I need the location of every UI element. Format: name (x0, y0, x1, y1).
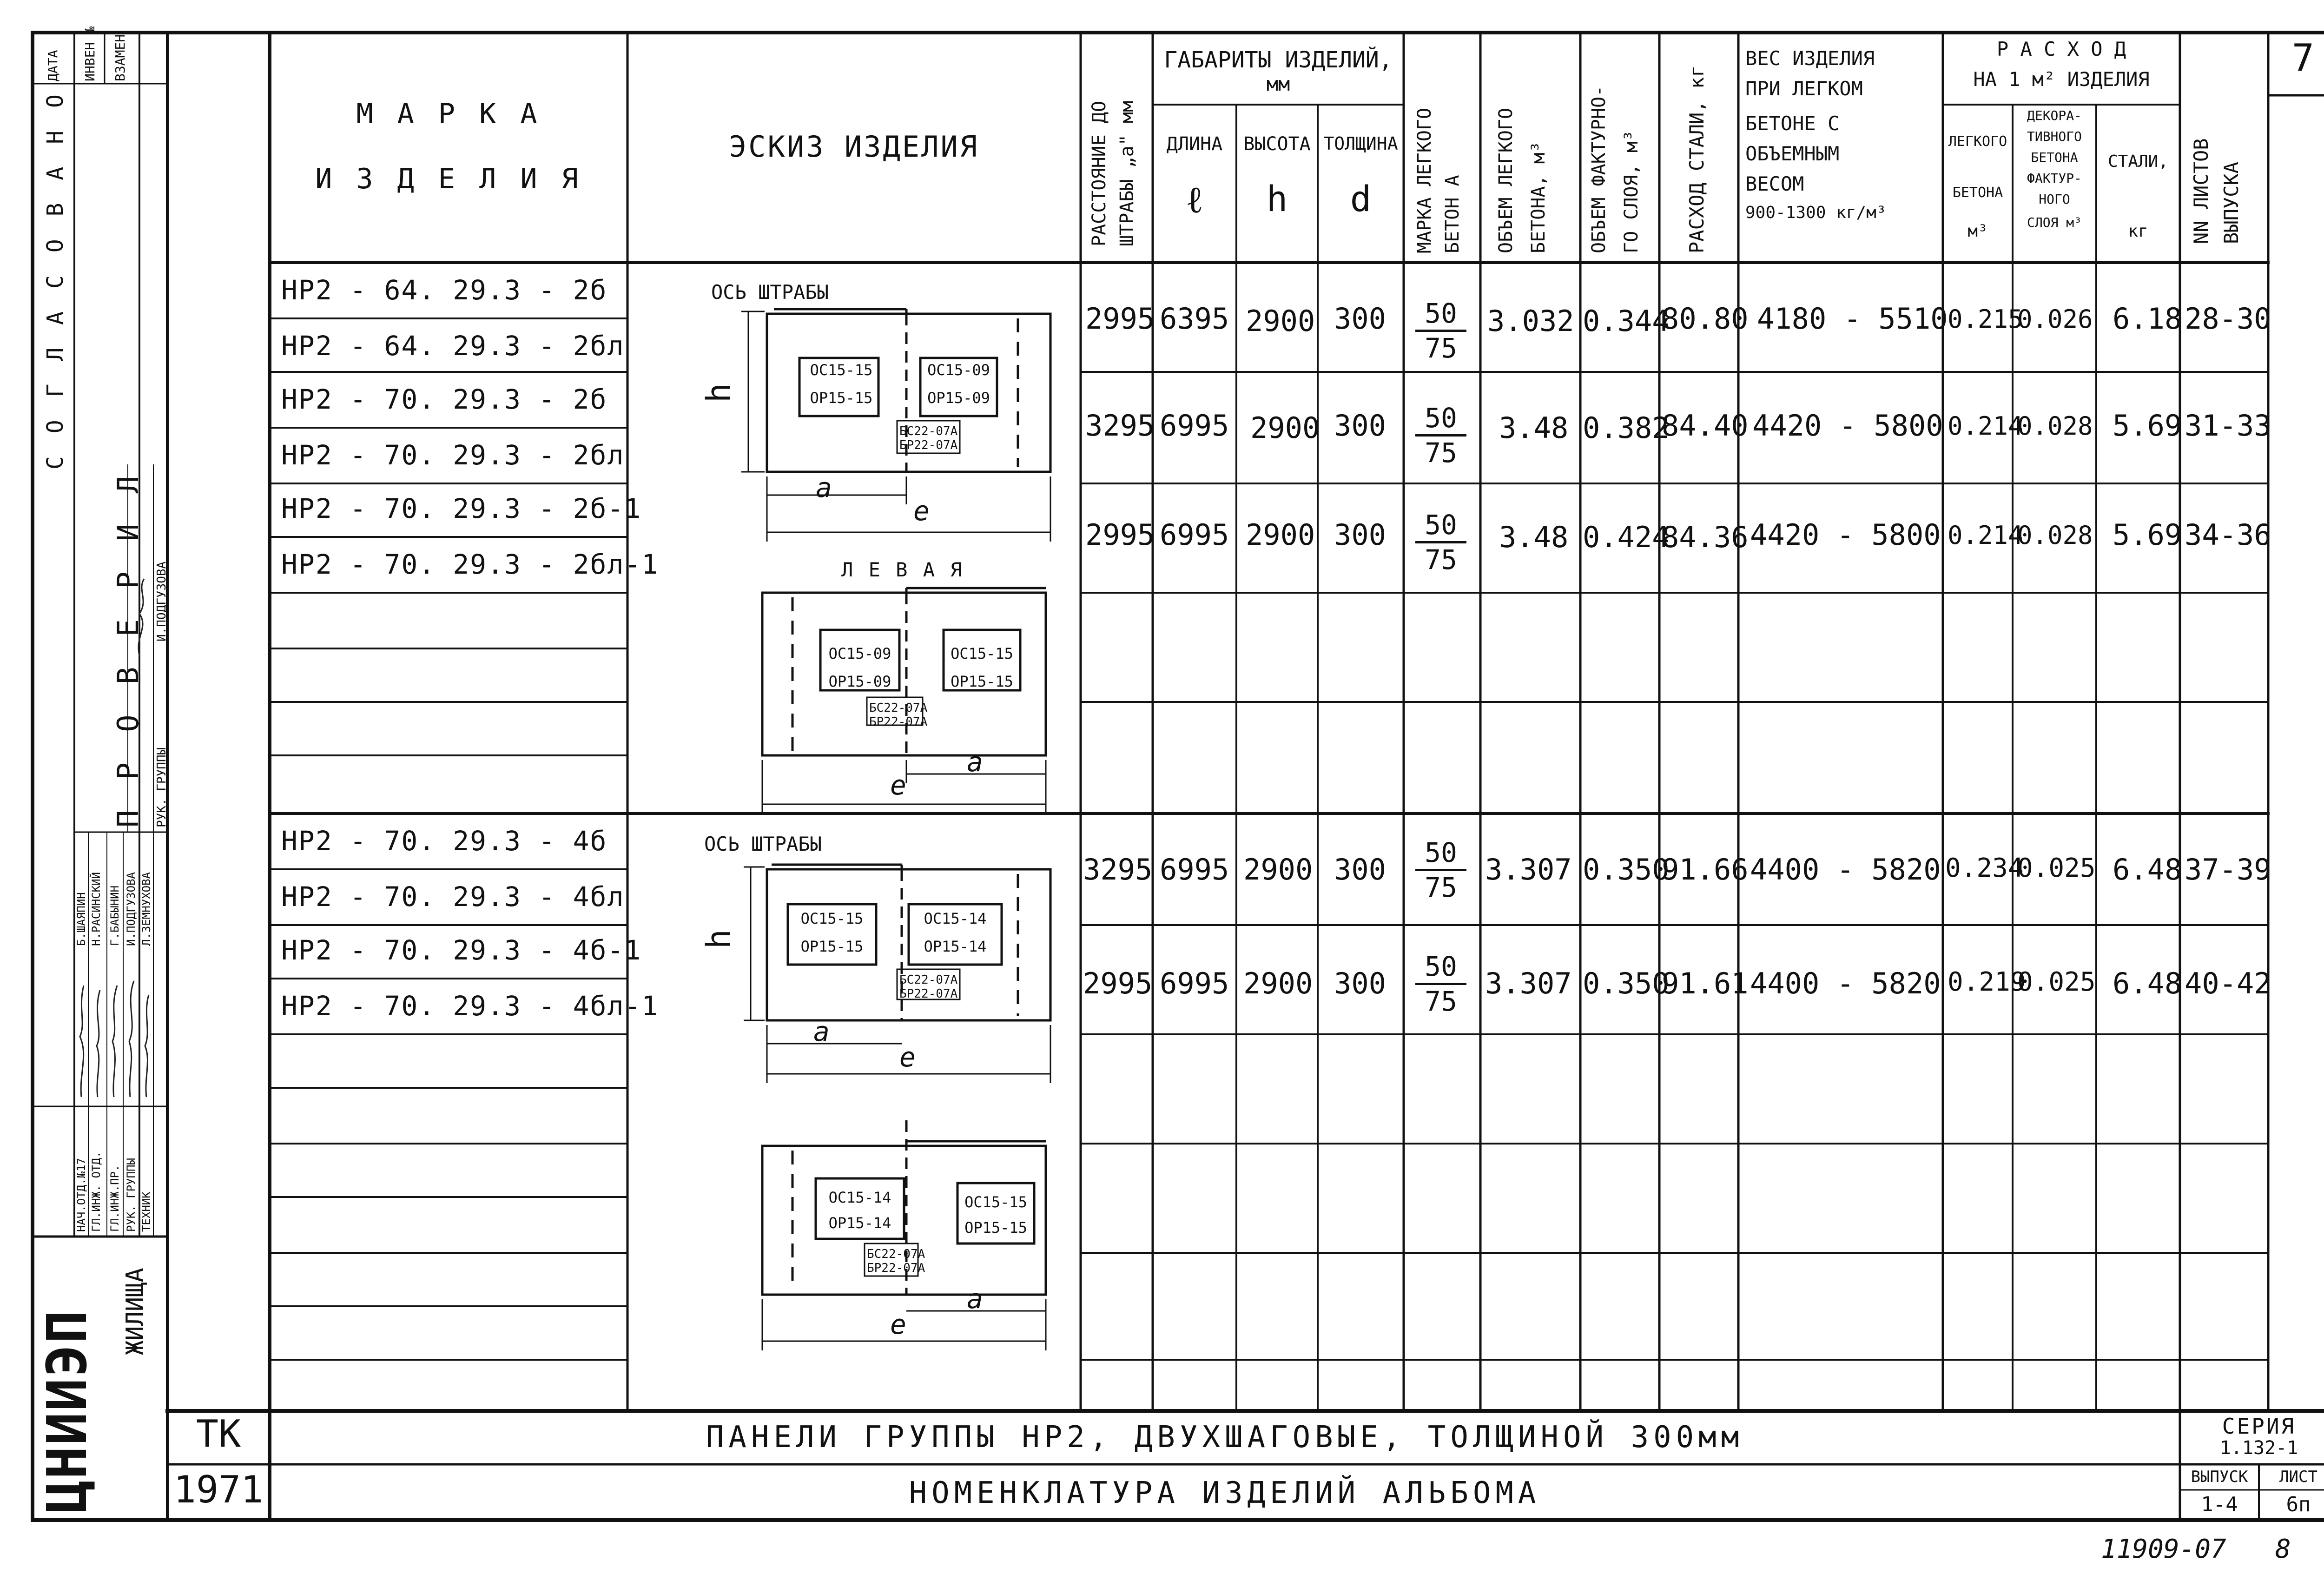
cell-steel: 80.80 (1662, 302, 1749, 336)
header-marka-line1: М А Р К А (356, 98, 541, 130)
header-marka-betona-line1: МАРКА ЛЕГКОГО (1414, 107, 1435, 253)
cell-a: 2995 (1085, 302, 1155, 336)
cell-rate-steel: 6.48 (2113, 966, 2182, 1000)
header-gabarity-line1: ГАБАРИТЫ ИЗДЕЛИЙ, (1164, 47, 1393, 73)
mark-item: НР2 - 70. 29.3 - 2бл-1 (281, 549, 659, 580)
signatures (74, 967, 153, 1106)
cell-length: 6995 (1160, 853, 1229, 886)
title-tk: ТК (196, 1412, 241, 1455)
cell-concrete-grade (1415, 300, 1466, 362)
cell-length: 6995 (1160, 409, 1229, 443)
sketch1-right-or: ОР15-09 (927, 389, 990, 407)
cell-length: 6395 (1160, 302, 1229, 336)
side-prov-name: И.ПОДГУЗОВА (155, 561, 169, 642)
header-rasst-line1: РАССТОЯНИЕ ДО (1089, 100, 1110, 246)
sketch4-right-os: ОС15-15 (964, 1193, 1027, 1211)
cell-height: 2900 (1250, 411, 1320, 445)
side-soglasovano: С О Г Л А С О В А Н О (42, 90, 68, 470)
cell-thickness: 300 (1334, 518, 1386, 552)
cell-rate-steel: 5.69 (2113, 518, 2182, 552)
side-name-1: Б.ШАЯПИН (75, 892, 88, 946)
cell-sheets: 34-36 (2185, 518, 2271, 552)
cell-a: 3295 (1083, 853, 1153, 886)
cell-sheets: 40-42 (2185, 966, 2271, 1000)
mark-item: НР2 - 64. 29.3 - 2б (281, 274, 607, 306)
header-legkogo-line2: БЕТОНА (1952, 185, 2003, 201)
cell-weight: 4180 - 5510 (1757, 302, 1948, 336)
cell-rate-light: 0.219 (1948, 967, 2026, 997)
footer-page: 8 (2275, 1534, 2291, 1564)
title-list: 6п (2286, 1493, 2311, 1516)
side-top-inven: ИНВЕН № (82, 26, 98, 81)
sketch3-right-os: ОС15-14 (924, 910, 987, 927)
cell-rate-light: 0.214 (1948, 411, 2023, 441)
mark-item: НР2 - 70. 29.3 - 2б-1 (281, 493, 642, 524)
cell-weight: 4400 - 5820 (1750, 853, 1941, 886)
header-obem-legkogo-line2: БЕТОНА, м³ (1528, 141, 1549, 253)
cell-volume-facing: 0.350 (1583, 966, 1670, 1000)
sketch1-br: БР22-07А (899, 438, 958, 452)
side-role-4: РУК. ГРУППЫ (125, 1158, 138, 1232)
header-ves-line5: ВЕСОМ (1745, 172, 1804, 195)
title-line2: НОМЕНКЛАТУРА ИЗДЕЛИЙ АЛЬБОМА (909, 1476, 1541, 1510)
sketch4-right-or: ОР15-15 (964, 1219, 1027, 1237)
panel-sketches (627, 263, 1081, 1411)
cell-volume-facing: 0.350 (1583, 853, 1670, 886)
mark-item: НР2 - 70. 29.3 - 4б-1 (281, 934, 642, 966)
sketch2-left-os: ОС15-09 (828, 645, 891, 662)
header-rashod-stali: РАСХОД СТАЛИ, кг (1685, 65, 1708, 253)
sketch2-a: a (967, 746, 983, 778)
sketch3-left-or: ОР15-15 (800, 938, 864, 955)
side-provereno: П Р О В Е Р И Л (111, 470, 145, 827)
sketch4-bs: БС22-07А (867, 1247, 925, 1261)
mark-item: НР2 - 70. 29.3 - 2бл (281, 439, 625, 471)
header-eskiz: ЭСКИЗ ИЗДЕЛИЯ (729, 130, 979, 164)
cell-thickness: 300 (1334, 302, 1386, 336)
header-ves-line2: ПРИ ЛЕГКОМ (1745, 77, 1863, 100)
title-vypusk-label: ВЫПУСК (2191, 1468, 2248, 1486)
header-legkogo-line1: ЛЕГКОГО (1948, 133, 2007, 150)
header-ves-line4: ОБЪЕМНЫМ (1745, 142, 1840, 165)
grade-top: 50 (1425, 509, 1457, 541)
sketch3-os-shtraby: ОСЬ ШТРАБЫ (704, 833, 822, 855)
side-role-1: НАЧ.ОТД.№17 (75, 1158, 88, 1232)
side-role-2: ГЛ.ИНЖ. ОТД. (90, 1151, 103, 1232)
header-ves-line1: ВЕС ИЗДЕЛИЯ (1745, 47, 1875, 70)
cell-weight: 4420 - 5800 (1750, 518, 1941, 552)
cell-volume-facing: 0.382 (1583, 411, 1670, 445)
grade-top: 50 (1425, 402, 1457, 434)
cell-volume-light: 3.48 (1499, 520, 1569, 554)
header-rashod-line1: Р А С Х О Д (1996, 38, 2126, 60)
cell-volume-light: 3.307 (1485, 853, 1572, 886)
sketch1-bs: БС22-07А (899, 424, 958, 438)
grade-top: 50 (1425, 298, 1457, 329)
footer-code: 11909-07 (2101, 1534, 2226, 1564)
sketch2-right-or: ОР15-15 (951, 673, 1013, 690)
header-vysota: ВЫСОТА (1243, 133, 1311, 155)
cell-steel: 84.36 (1662, 520, 1749, 554)
side-prov-role: РУК. ГРУППЫ (155, 747, 169, 827)
sketch3-right-or: ОР15-14 (924, 938, 987, 955)
cell-rate-light: 0.234 (1945, 853, 2024, 883)
cell-rate-decor: 0.025 (2017, 853, 2096, 883)
cell-volume-light: 3.032 (1487, 304, 1574, 338)
side-name-5: Л.ЗЕМНУХОВА (140, 872, 153, 946)
header-obem-fakt-line2: ГО СЛОЯ, м³ (1621, 130, 1642, 253)
cell-rate-decor: 0.028 (2017, 521, 2093, 550)
sketch2-left-or: ОР15-09 (828, 673, 891, 690)
cell-height: 2900 (1243, 966, 1313, 1000)
sketch3-a: a (813, 1016, 830, 1047)
side-name-4: И.ПОДГУЗОВА (125, 872, 138, 946)
sketch2-bs: БС22-07А (869, 701, 928, 715)
cell-rate-steel: 6.18 (2113, 302, 2182, 336)
grade-bottom: 75 (1425, 986, 1457, 1017)
header-obem-fakt-line1: ОБЪЕМ ФАКТУРНО- (1588, 85, 1610, 253)
sketch1-a: a (816, 472, 832, 503)
cell-concrete-grade (1415, 953, 1466, 1015)
cell-thickness: 300 (1334, 409, 1386, 443)
sketch3-br: БР22-07А (899, 987, 958, 1001)
cell-height: 2900 (1243, 853, 1313, 886)
cell-rate-light: 0.214 (1948, 521, 2023, 550)
header-tolshchina-symbol: d (1350, 178, 1372, 219)
grade-bottom: 75 (1425, 437, 1457, 469)
cell-rate-light: 0.215 (1948, 304, 2023, 334)
title-seria: 1.132-1 (2219, 1437, 2298, 1459)
header-dekor-line6: СЛОЯ м³ (2027, 215, 2082, 230)
sketch4-a: a (967, 1283, 983, 1315)
grade-bottom: 75 (1425, 544, 1457, 576)
header-dlina: ДЛИНА (1166, 133, 1223, 155)
header-dekor-line5: НОГО (2039, 192, 2070, 207)
sketch1-left-or: ОР15-15 (810, 389, 873, 407)
cell-volume-light: 3.307 (1485, 966, 1572, 1000)
cell-thickness: 300 (1334, 966, 1386, 1000)
header-marka-line2: И З Д Е Л И Я (315, 163, 582, 195)
sketch1-left-os: ОС15-15 (810, 361, 873, 379)
cell-thickness: 300 (1334, 853, 1386, 886)
side-top-vzamen: ВЗАМЕН (112, 34, 128, 81)
header-obem-legkogo-line1: ОБЪЕМ ЛЕГКОГО (1495, 107, 1517, 253)
cell-length: 6995 (1160, 518, 1229, 552)
cell-rate-decor: 0.025 (2017, 967, 2096, 997)
grade-top: 50 (1425, 951, 1457, 982)
cell-weight: 4400 - 5820 (1750, 966, 1941, 1000)
cell-volume-facing: 0.344 (1583, 304, 1670, 338)
cell-a: 3295 (1085, 409, 1155, 443)
cell-sheets: 37-39 (2185, 853, 2271, 886)
side-role-3: ГЛ.ИНЖ.ПР. (108, 1164, 121, 1232)
org-logo-main: ЦНИИЭП (35, 1309, 99, 1513)
title-line1: ПАНЕЛИ ГРУППЫ НР2, ДВУХШАГОВЫЕ, ТОЛЩИНОЙ 300мм (706, 1420, 1744, 1455)
header-stali-line2: кг (2128, 222, 2148, 241)
header-rasst-line2: ШТРАБЫ „а" мм (1116, 100, 1138, 246)
sketch2-levaya: Л Е В А Я (841, 558, 964, 581)
cell-a: 2995 (1085, 518, 1155, 552)
title-list-label: ЛИСТ (2279, 1468, 2317, 1486)
cell-height: 2900 (1246, 304, 1315, 338)
sketch4-br: БР22-07А (867, 1261, 925, 1275)
cell-rate-steel: 5.69 (2113, 409, 2182, 443)
header-gabarity-line2: мм (1266, 73, 1290, 95)
grade-bottom: 75 (1425, 332, 1457, 364)
sketch3-h: h (700, 929, 738, 949)
side-name-3: Г.БАБЫНИН (108, 885, 121, 946)
header-listy-line2: ВЫПУСКА (2220, 161, 2243, 244)
sketch-panel-1 (741, 309, 1050, 542)
sketch4-e: e (890, 1309, 906, 1340)
header-dekor-line4: ФАКТУР- (2027, 171, 2082, 186)
header-vysota-symbol: h (1266, 178, 1288, 219)
sketch1-os-shtraby: ОСЬ ШТРАБЫ (711, 281, 829, 304)
cell-sheets: 31-33 (2185, 409, 2271, 443)
mark-item: НР2 - 70. 29.3 - 2б (281, 384, 607, 415)
cell-rate-decor: 0.028 (2017, 411, 2093, 441)
cell-steel: 84.40 (1662, 409, 1749, 443)
header-dlina-symbol: ℓ (1185, 178, 1204, 221)
header-stali-line1: СТАЛИ, (2107, 152, 2169, 171)
title-seria-label: СЕРИЯ (2222, 1414, 2296, 1439)
header-ves-line6: 900-1300 кг/м³ (1745, 203, 1887, 222)
cell-steel: 91.61 (1662, 966, 1749, 1000)
header-dekor-line2: ТИВНОГО (2027, 129, 2082, 144)
cell-rate-decor: 0.026 (2017, 304, 2093, 334)
header-marka-betona-line2: БЕТОН А (1442, 175, 1463, 253)
cell-height: 2900 (1246, 518, 1315, 552)
cell-volume-light: 3.48 (1499, 411, 1569, 445)
org-logo-sub: ЖИЛИЩА (121, 1268, 149, 1355)
cell-a: 2995 (1083, 966, 1153, 1000)
sketch2-br: БР22-07А (869, 715, 928, 729)
header-tolshchina: ТОЛЩИНА (1323, 133, 1398, 154)
sketch3-left-os: ОС15-15 (800, 910, 864, 927)
cell-rate-steel: 6.48 (2113, 853, 2182, 886)
mark-item: НР2 - 64. 29.3 - 2бл (281, 330, 625, 362)
header-listy-line1: NN ЛИСТОВ (2190, 138, 2212, 244)
header-dekor-line1: ДЕКОРА- (2027, 108, 2082, 123)
cell-concrete-grade (1415, 509, 1466, 576)
sketch-panel-3 (744, 865, 1050, 1083)
header-rashod-line2: НА 1 м² ИЗДЕЛИЯ (1973, 68, 2150, 91)
cell-weight: 4420 - 5800 (1752, 409, 1943, 443)
sketch2-right-os: ОС15-15 (951, 645, 1013, 662)
title-vypusk: 1-4 (2201, 1493, 2238, 1516)
cell-length: 6995 (1160, 966, 1229, 1000)
mark-item: НР2 - 70. 29.3 - 4б (281, 825, 607, 857)
sketch2-e: e (890, 769, 906, 801)
cell-steel: 91.66 (1662, 853, 1749, 886)
cell-volume-facing: 0.424 (1583, 520, 1670, 554)
mark-item: НР2 - 70. 29.3 - 4бл (281, 881, 625, 913)
sketch1-right-os: ОС15-09 (927, 361, 990, 379)
sketch1-e: e (913, 495, 930, 527)
grade-bottom: 75 (1425, 872, 1457, 903)
header-ves-line3: БЕТОНЕ С (1745, 112, 1840, 135)
sketch4-left-os: ОС15-14 (828, 1189, 891, 1206)
header-dekor-line3: БЕТОНА (2031, 150, 2078, 165)
sketch3-bs: БС22-07А (899, 973, 958, 987)
sketch3-e: e (899, 1041, 916, 1073)
cell-sheets: 28-30 (2185, 302, 2271, 336)
side-name-2: Н.РАСИНСКИЙ (90, 872, 103, 946)
title-year: 1971 (173, 1468, 264, 1511)
mark-item: НР2 - 70. 29.3 - 4бл-1 (281, 990, 659, 1022)
sketch4-left-or: ОР15-14 (828, 1214, 891, 1232)
sketch1-h: h (700, 383, 738, 403)
side-role-5: ТЕХНИК (140, 1191, 153, 1232)
cell-concrete-grade (1415, 839, 1466, 901)
grade-top: 50 (1425, 837, 1457, 868)
side-top-date: ДАТА (45, 50, 60, 81)
signature-checker (130, 576, 158, 660)
header-legkogo-line3: м³ (1967, 222, 1988, 241)
cell-concrete-grade (1415, 402, 1466, 469)
sheet-number: 7 (2291, 36, 2315, 79)
